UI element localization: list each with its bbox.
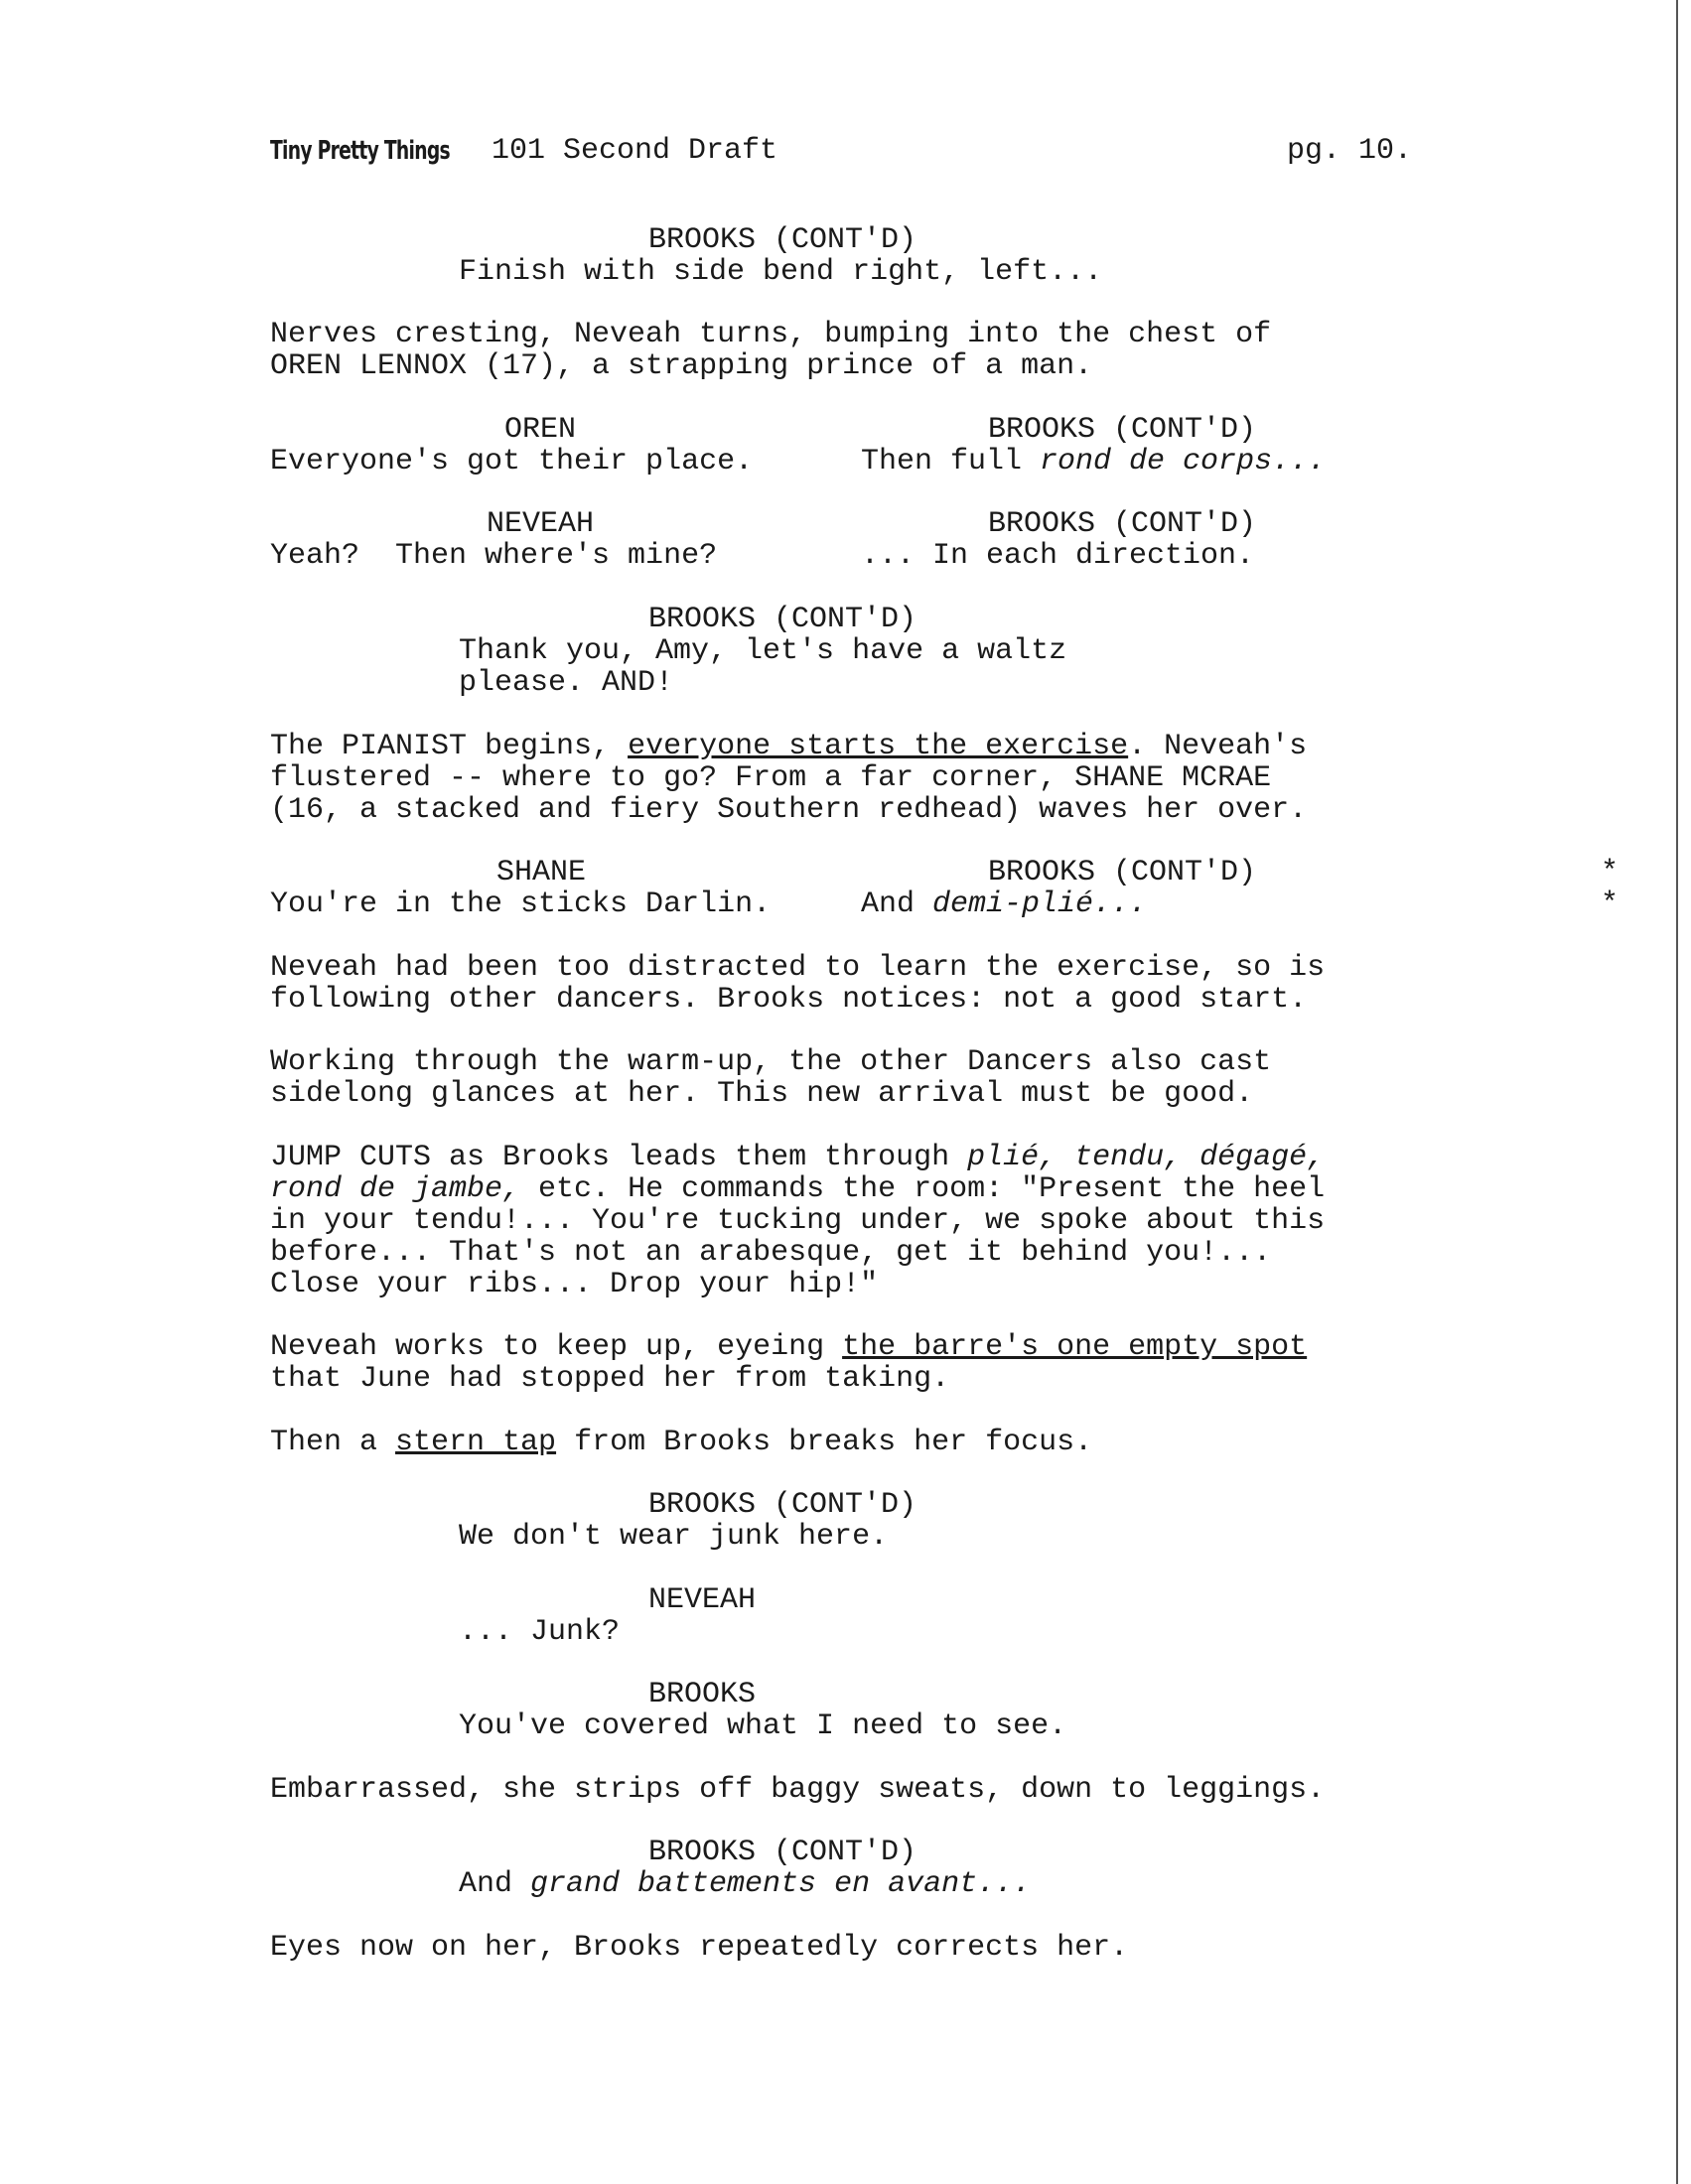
dialogue-right: And demi-plié... bbox=[861, 887, 1148, 921]
action-line: flustered -- where to go? From a far corner, SHANE MCRAE bbox=[270, 761, 1272, 795]
character-cue-left: NEVEAH bbox=[487, 507, 595, 541]
page-edge-line bbox=[1676, 0, 1678, 2184]
action-line: Working through the warm-up, the other Dancers also cast bbox=[270, 1045, 1272, 1079]
action-line: JUMP CUTS as Brooks leads them through plié, tendu, dégagé, bbox=[270, 1141, 1326, 1174]
action-line: The PIANIST begins, everyone starts the exercise. Neveah's bbox=[270, 730, 1308, 763]
action-line: sidelong glances at her. This new arrival must be good. bbox=[270, 1077, 1254, 1111]
draft-label: 101 Second Draft bbox=[492, 134, 778, 168]
character-cue: BROOKS (CONT'D) bbox=[648, 1488, 917, 1522]
character-cue: NEVEAH bbox=[648, 1583, 757, 1617]
character-cue-right: BROOKS (CONT'D) bbox=[988, 507, 1257, 541]
dialogue: ... Junk? bbox=[459, 1615, 621, 1649]
dialogue: And grand battements en avant... bbox=[459, 1867, 1032, 1901]
revision-mark: * bbox=[1601, 856, 1620, 889]
dialogue-right: ... In each direction. bbox=[861, 539, 1255, 573]
character-cue-right: BROOKS (CONT'D) bbox=[988, 856, 1257, 889]
action-line: Eyes now on her, Brooks repeatedly corrects her. bbox=[270, 1931, 1129, 1965]
page-number: pg. 10. bbox=[1287, 134, 1413, 168]
dialogue-left: You're in the sticks Darlin. bbox=[270, 887, 772, 921]
action-line: Then a stern tap from Brooks breaks her focus. bbox=[270, 1426, 1093, 1459]
action-line: OREN LENNOX (17), a strapping prince of a man. bbox=[270, 349, 1093, 383]
revision-mark: * bbox=[1601, 887, 1620, 921]
character-cue: BROOKS (CONT'D) bbox=[648, 603, 917, 636]
dialogue-right: Then full rond de corps... bbox=[861, 445, 1327, 478]
character-cue: BROOKS (CONT'D) bbox=[648, 223, 917, 257]
action-line: (16, a stacked and fiery Southern redhead) waves her over. bbox=[270, 793, 1308, 827]
page-header bbox=[270, 135, 519, 168]
show-title-logo: Tiny Pretty Things bbox=[270, 136, 450, 166]
dialogue-left: Yeah? Then where's mine? bbox=[270, 539, 718, 573]
dialogue: You've covered what I need to see. bbox=[459, 1709, 1067, 1743]
character-cue-left: SHANE bbox=[496, 856, 587, 889]
action-line: in your tendu!... You're tucking under, we spoke about this bbox=[270, 1204, 1326, 1238]
action-line: Close your ribs... Drop your hip!" bbox=[270, 1268, 879, 1301]
dialogue: Thank you, Amy, let's have a waltz bbox=[459, 634, 1067, 668]
character-cue-left: OREN bbox=[504, 413, 577, 447]
dialogue: please. AND! bbox=[459, 666, 674, 700]
action-line: Nerves cresting, Neveah turns, bumping into the chest of bbox=[270, 318, 1272, 351]
action-line: that June had stopped her from taking. bbox=[270, 1362, 950, 1396]
action-line: Neveah works to keep up, eyeing the barre's one empty spot bbox=[270, 1330, 1308, 1364]
dialogue: Finish with side bend right, left... bbox=[459, 255, 1103, 289]
action-line: Embarrassed, she strips off baggy sweats, down to leggings. bbox=[270, 1773, 1326, 1807]
action-line: rond de jambe, etc. He commands the room: "Present the heel bbox=[270, 1172, 1326, 1206]
action-line: following other dancers. Brooks notices: not a good start. bbox=[270, 983, 1308, 1017]
action-line: Neveah had been too distracted to learn the exercise, so is bbox=[270, 951, 1326, 985]
character-cue-right: BROOKS (CONT'D) bbox=[988, 413, 1257, 447]
character-cue: BROOKS bbox=[648, 1678, 757, 1711]
dialogue-left: Everyone's got their place. bbox=[270, 445, 754, 478]
action-line: before... That's not an arabesque, get it behind you!... bbox=[270, 1236, 1272, 1270]
character-cue: BROOKS (CONT'D) bbox=[648, 1836, 917, 1869]
dialogue: We don't wear junk here. bbox=[459, 1520, 889, 1554]
